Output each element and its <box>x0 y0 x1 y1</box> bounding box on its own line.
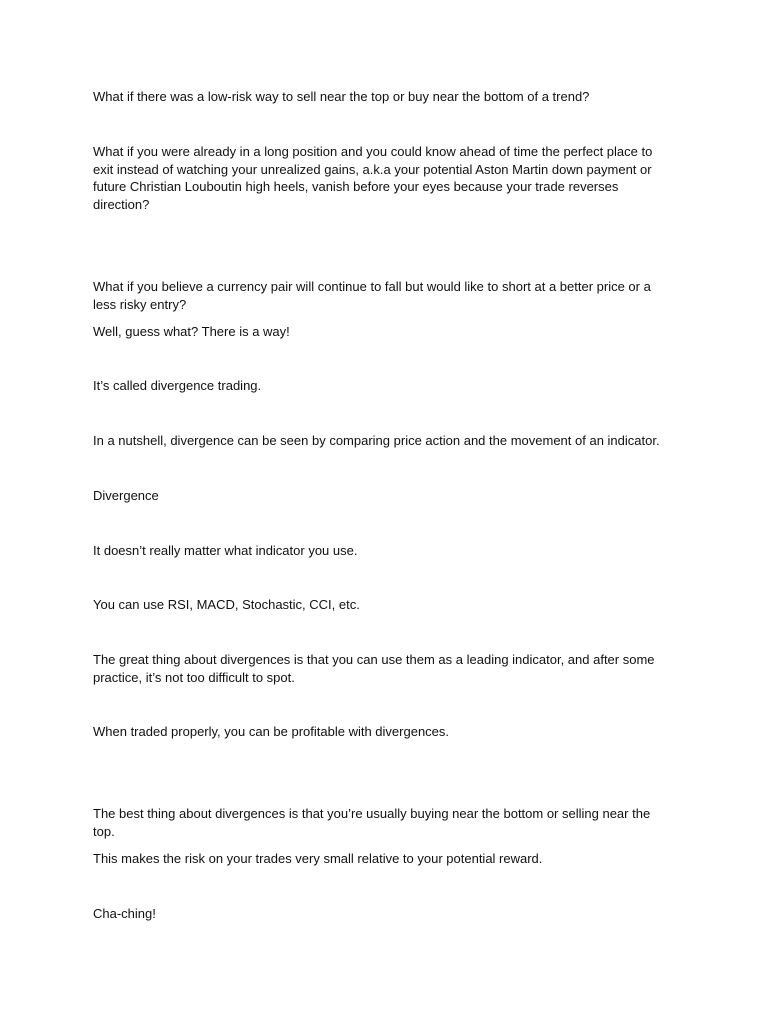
paragraph-5: It’s called divergence trading. <box>93 378 262 393</box>
paragraph-1: What if there was a low-risk way to sell near the top or buy near the bottom of a trend? <box>93 89 590 104</box>
paragraph-13: Cha-ching! <box>93 906 156 921</box>
paragraph-2: What if you were already in a long position and you could know ahead of time the perfect place to exit instead of watching your unrealized gains, a.k.a your potential Aston Martin down payment or future Christian Louboutin high heels, vanish before your eyes because your trade reverses direction? <box>93 144 653 212</box>
paragraph-11: The best thing about divergences is that you’re usually buying near the bottom or selling near the top. <box>93 806 651 839</box>
paragraph-8: You can use RSI, MACD, Stochastic, CCI, etc. <box>93 597 360 612</box>
paragraph-10: When traded properly, you can be profitable with divergences. <box>93 724 450 739</box>
section-heading: Divergence <box>93 488 159 503</box>
paragraph-3: What if you believe a currency pair will continue to fall but would like to short at a better price or a less risky entry? <box>93 279 651 312</box>
paragraph-4: Well, guess what? There is a way! <box>93 324 290 339</box>
paragraph-9: The great thing about divergences is that you can use them as a leading indicator, and after some practice, it’s not too difficult to spot. <box>93 652 655 685</box>
paragraph-7: It doesn’t really matter what indicator you use. <box>93 543 358 558</box>
paragraph-6: In a nutshell, divergence can be seen by comparing price action and the movement of an indicator. <box>93 433 660 448</box>
paragraph-12: This makes the risk on your trades very small relative to your potential reward. <box>93 851 543 866</box>
